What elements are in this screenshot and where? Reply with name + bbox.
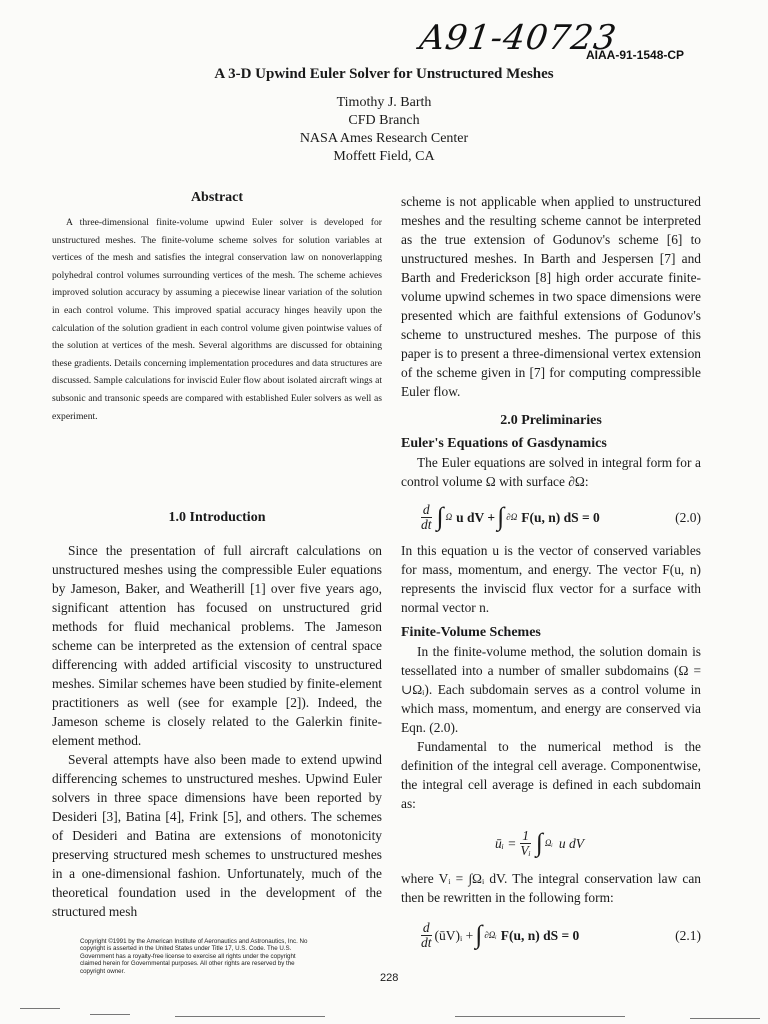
scan-edge-mark — [690, 1018, 760, 1019]
preliminaries-heading: 2.0 Preliminaries — [500, 413, 602, 428]
scan-edge-mark — [175, 1016, 325, 1017]
euler-equations-heading: Euler's Equations of Gasdynamics — [401, 436, 607, 451]
abstract-body — [52, 214, 382, 425]
right-column — [401, 192, 701, 959]
author-name: Timothy J. Barth — [336, 95, 432, 110]
eq21-boundary: ∂Ωᵢ — [484, 929, 497, 940]
integral-sign: ∫ — [535, 828, 543, 857]
eq21-average-term: (ūV)ᵢ + — [434, 927, 474, 943]
eq20-volume-term: u dV + — [456, 509, 496, 525]
eq21-derivative: $\frac{d}{dt}$ — [421, 919, 432, 950]
equation-number: (2.1) — [675, 927, 701, 943]
intro-continued-paragraph: scheme is not applicable when applied to unstructured meshes and the resulting scheme cannot be interpreted as the true extension of Godunov's scheme [6] to unstructured meshes. In Barth and Jespersen [7] and Barth and Frederickson [8] high order accurate finite-volume upwind schemes in two space dimensions were presented which are faithful extensions of Godunov's scheme to unstructured meshes. The purpose of this paper is to present a three-dimensional vertex extension of the scheme given in [7] for computing compressible Euler flow. — [401, 194, 701, 399]
paper-id: AIAA-91-1548-CP — [586, 48, 685, 62]
integral-sign: ∫ — [436, 502, 444, 531]
abstract-text: A three-dimensional finite-volume upwind Euler solver is developed for unstructured meshes. The finite-volume scheme solves for solution variables at vertices of the mesh and satisfies the integral conservation law on nonoverlapping polyhedral control volumes surrounding vertices of the mesh. The scheme achieves improved solution accuracy by assuming a piecewise linear variation of the solution in each control volume. This improved spatial accuracy hinges heavily upon the calculation of the solution gradient in each control volume given pointwise values of the solution at vertices of the mesh. Several algorithms are discussed for obtaining these gradients. Details concerning implementation procedures and data structures are discussed. Sample calculations for inviscid Euler flow about isolated aircraft wings at subsonic and transonic speeds are compared with established Euler solvers as well as experiment. — [52, 217, 382, 422]
finite-volume-paragraph-2: Fundamental to the numerical method is the definition of the integral cell average. Componentwise, the integral cell average is defined in each subdomain as: — [401, 739, 701, 811]
introduction-section — [52, 508, 382, 921]
where-clause: where Vᵢ = ∫Ωᵢ dV. The integral conservation law can then be rewritten in the following form: — [401, 871, 701, 905]
eq20-flux-term: F(u, n) dS = 0 — [521, 509, 600, 525]
abstract-heading: Abstract — [190, 190, 244, 205]
intro-paragraph-1: Since the presentation of full aircraft calculations on unstructured meshes using the compressible Euler equations by Jameson, Baker, and Weatherill [1] over five years ago, significant attention has focused on unstructured grid methods for fluid mechanical problems. The Jameson scheme can be interpreted as the extension of central space differencing with added artificial viscosity to unstructured meshes. Similar schemes have been studied by finite-element practitioners as well (see for example [2]). Indeed, the Jameson scheme is closely related to the Galerkin finite-element method. — [52, 543, 382, 748]
author-branch: CFD Branch — [348, 113, 420, 128]
handwritten-accession-number: A91-40723 — [417, 18, 620, 58]
scan-edge-mark — [90, 1014, 130, 1015]
eq20-boundary: ∂Ω — [506, 511, 518, 522]
intro-paragraph-2: Several attempts have also been made to extend upwind differencing schemes to unstructured meshes. Upwind Euler solvers in three space dimensions have been reported by Desideri [3], Batina [4], Frink [5], and others. The schemes of Desideri and Batina are extensions of monotonicity preserving structured mesh schemes to unstructured meshes in a one-dimensional fashion. Unfortunately, much of the theoretical foundation used in the development of the structured mesh — [52, 752, 382, 919]
author-location: Moffett Field, CA — [333, 149, 435, 164]
avg-domain: Ωᵢ — [544, 837, 553, 848]
avg-lhs: ūᵢ = — [495, 835, 517, 851]
author-institution: NASA Ames Research Center — [299, 131, 469, 146]
avg-fraction: $\frac{1}{\text{Vᵢ}}$ — [520, 827, 531, 858]
introduction-heading: 1.0 Introduction — [168, 510, 266, 525]
equation-2-1 — [421, 911, 701, 959]
equation-number: (2.0) — [675, 509, 701, 525]
scan-edge-mark — [20, 1008, 60, 1009]
cell-average-equation — [495, 819, 701, 867]
page-number: 228 — [380, 972, 399, 984]
eq20-domain: Ω — [445, 511, 453, 522]
copyright-notice: Copyright ©1991 by the American Institute of Aeronautics and Astronautics, Inc. No copyright is asserted in the United States under Title 17, U.S. Code. The U.S. Government has a royalty-free license to exercise all rights under the copyright claimed herein for Governmental purposes. All other rights are reserved by the copyright owner. — [80, 938, 308, 975]
eq21-flux-term: F(u, n) dS = 0 — [500, 927, 580, 943]
integral-sign: ∫ — [497, 502, 505, 531]
integral-sign: ∫ — [475, 920, 483, 949]
eq20-derivative: $\frac{d}{dt}$ — [421, 501, 432, 532]
avg-integrand: u dV — [558, 835, 584, 851]
equation-description: In this equation u is the vector of conserved variables for mass, momentum, and energy. The vector F(u, n) represents the inviscid flux vector for a surface with normal vector n. — [401, 543, 701, 615]
paper-title: A 3-D Upwind Euler Solver for Unstructured Meshes — [214, 66, 554, 82]
euler-equations-text: The Euler equations are solved in integral form for a control volume Ω with surface ∂Ω: — [401, 455, 701, 489]
finite-volume-paragraph-1: In the finite-volume method, the solution domain is tessellated into a number of smaller subdomains (Ω = ∪Ωᵢ). Each subdomain serves as a control volume in which mass, momentum, and energy are conserved via Eqn. (2.0). — [401, 644, 701, 735]
equation-2-0 — [421, 495, 701, 539]
scan-edge-mark — [455, 1016, 625, 1017]
finite-volume-heading: Finite-Volume Schemes — [401, 625, 541, 640]
author-block — [0, 94, 768, 166]
